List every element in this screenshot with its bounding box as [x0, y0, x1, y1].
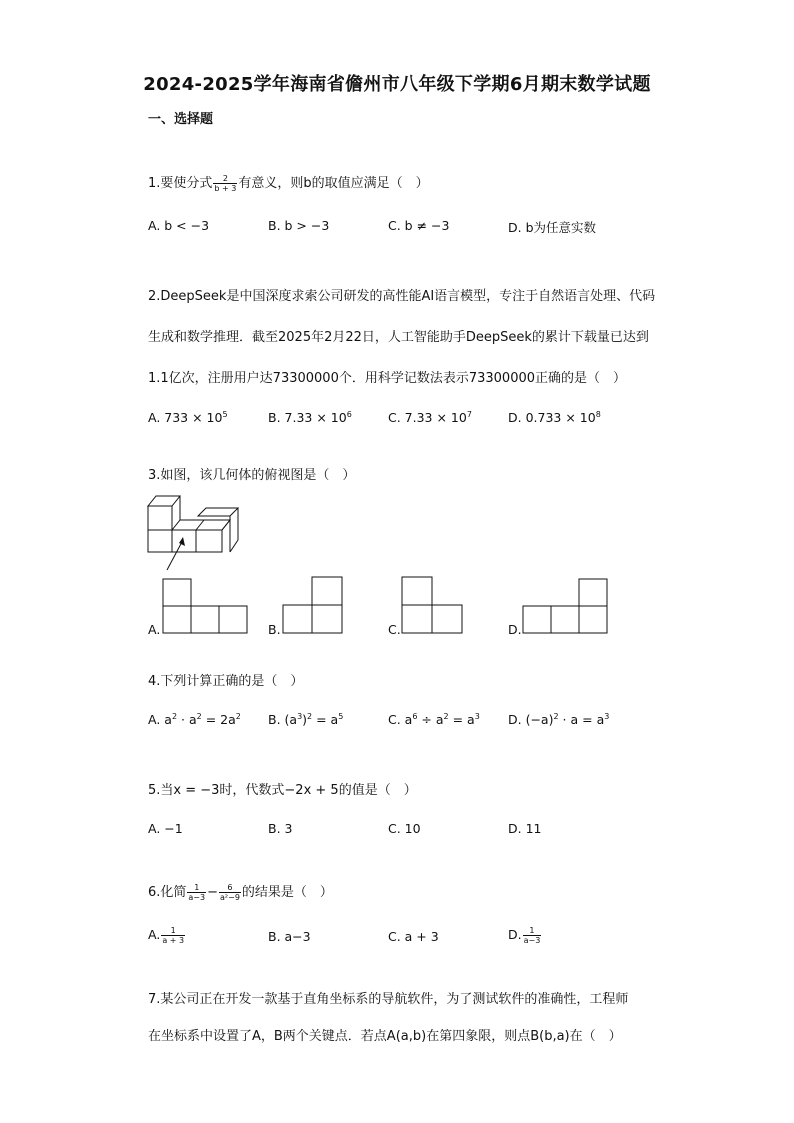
q4-option-b[interactable]: B. $(a^3)^2 = a^5$: [268, 712, 344, 728]
q1-fraction: $\frac{2}{b + 3}$: [214, 174, 237, 193]
q2-line-3: 1.1亿次，注册用户达73300000个．用科学记数法表示73300000正确的是（ ）: [148, 371, 627, 386]
page-title: 2024-2025学年海南省儋州市八年级下学期6月期末数学试题: [143, 74, 651, 95]
q5-option-d[interactable]: D. 11: [508, 821, 542, 836]
q6-option-c[interactable]: C. a + 3: [388, 929, 439, 944]
viewing-direction-arrow-icon: [163, 534, 193, 574]
q3-option-c-figure[interactable]: [401, 576, 463, 634]
q6-fraction-2: $\frac{6}{\text{a²−9}}$: [220, 883, 240, 902]
q6-fraction-1: $\frac{1}{a-3}$: [188, 883, 206, 902]
q3-option-b-figure[interactable]: [282, 576, 344, 634]
q1-option-c[interactable]: C. b ≠ −3: [388, 218, 450, 233]
q4-option-d[interactable]: D. $(-a)^2 \cdot a = a^3$: [508, 712, 610, 728]
section-heading: 一、选择题: [148, 112, 214, 127]
q7-line-2: 在坐标系中设置了A，B两个关键点．若点A(a,b)在第四象限，则点B(b,a)在（ ）: [148, 1029, 622, 1044]
q2-line-1: 2.DeepSeek是中国深度求索公司研发的高性能AI语言模型，专注于自然语言处理、代码: [148, 289, 656, 304]
q3-text: 3.如图，该几何体的俯视图是（ ）: [148, 468, 356, 483]
q1-option-d[interactable]: D. b为任意实数: [508, 220, 597, 235]
q6-option-a[interactable]: A. $\frac{1}{a + 3}$: [148, 926, 185, 945]
q5-option-b[interactable]: B. 3: [268, 821, 293, 836]
q1-option-b[interactable]: B. b > −3: [268, 218, 330, 233]
q2-option-a[interactable]: A. $733 \times 10^5$: [148, 410, 228, 426]
q6-option-d[interactable]: D. $\frac{1}{a-3}$: [508, 926, 541, 945]
q5-option-a[interactable]: A. −1: [148, 821, 183, 836]
q4-option-a[interactable]: A. $a^2 \cdot a^2 = 2a^2$: [148, 712, 241, 728]
q3-option-b-label[interactable]: B.: [268, 622, 281, 637]
q3-option-c-label[interactable]: C.: [388, 622, 401, 637]
q1-text-pre: 1.要使分式: [148, 176, 213, 191]
question-1: [148, 173, 429, 195]
q2-option-d[interactable]: D. $0.733 \times 10^8$: [508, 410, 601, 426]
q3-option-a-figure[interactable]: [162, 578, 248, 634]
q5-option-c[interactable]: C. 10: [388, 821, 421, 836]
q3-solid-figure: [146, 494, 246, 574]
q7-line-1: 7.某公司正在开发一款基于直角坐标系的导航软件，为了测试软件的准确性，工程师: [148, 992, 629, 1007]
q3-option-d-figure[interactable]: [522, 578, 608, 634]
q3-option-d-label[interactable]: D.: [508, 622, 522, 637]
q1-text-post: 有意义，则b的取值应满足（ ）: [238, 176, 429, 191]
q4-text: 4.下列计算正确的是（ ）: [148, 674, 304, 689]
q5-text: 5.当x = −3时，代数式−2x + 5的值是（ ）: [148, 783, 417, 798]
q3-option-a-label[interactable]: A.: [148, 622, 161, 637]
question-6: 6.化简 $\frac{1}{a-3}$ − $\frac{6}{\text{a²−9}}$ 的结果是（ ）: [148, 883, 333, 902]
q6-option-b[interactable]: B. a−3: [268, 929, 311, 944]
q4-option-c[interactable]: C. $a^6 \div a^2 = a^3$: [388, 712, 480, 728]
q2-option-b[interactable]: B. $7.33 \times 10^6$: [268, 410, 352, 426]
q2-option-c[interactable]: C. $7.33 \times 10^7$: [388, 410, 472, 426]
q2-line-2: 生成和数学推理．截至2025年2月22日，人工智能助手DeepSeek的累计下载量已达到: [148, 330, 649, 345]
q1-option-a[interactable]: A. b < −3: [148, 218, 210, 233]
